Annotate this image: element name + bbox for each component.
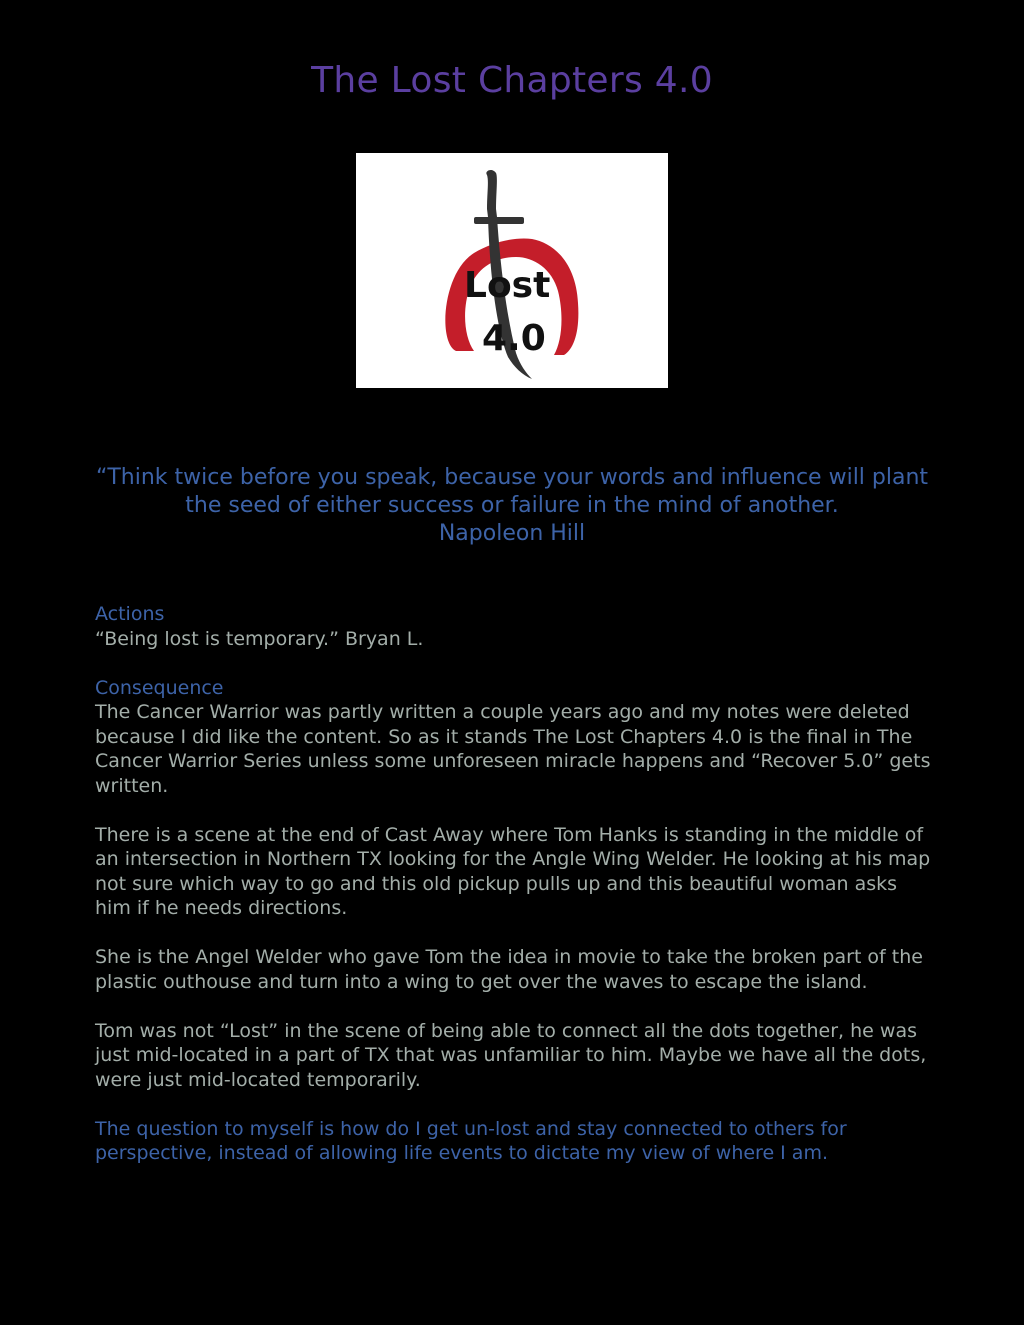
quote-text: “Think twice before you speak, because your words and influence will plant the seed of either success or failure in the mind of another. [95, 465, 929, 518]
quote-block [90, 464, 934, 548]
spacer [95, 994, 935, 1019]
consequence-heading: Consequence [95, 676, 224, 699]
spacer [95, 1092, 935, 1117]
spacer [95, 798, 935, 823]
paragraph-cast-away: There is a scene at the end of Cast Away where Tom Hanks is standing in the middle of an intersection in Northern TX looking for the Angle Wing Welder. He looking at his map not sure which way to go and this old pickup pulls up and this beautiful woman asks him if he needs directions. [95, 823, 931, 919]
spacer [95, 651, 935, 676]
spacer [95, 921, 935, 946]
logo-text-version: 4.0 [482, 318, 546, 359]
page-title: The Lost Chapters 4.0 [311, 60, 713, 101]
paragraph-not-lost: Tom was not “Lost” in the scene of being able to connect all the dots together, he was just mid-located in a part of TX that was unfamiliar to him. Maybe we have all the dots, were just mid-located temporarily. [95, 1019, 927, 1091]
paragraph-cancer-warrior: The Cancer Warrior was partly written a couple years ago and my notes were deleted because I did like the content. So as it stands The Lost Chapters 4.0 is the final in The Cancer Warrior Series unless some unforeseen miracle happens and “Recover 5.0” gets written. [95, 701, 931, 797]
closing-question: The question to myself is how do I get un-lost and stay connected to others for perspective, instead of allowing life events to dictate my view of where I am. [95, 1117, 847, 1164]
actions-heading: Actions [95, 603, 165, 625]
article-body [95, 602, 935, 1166]
paragraph-angel-welder: She is the Angel Welder who gave Tom the idea in movie to take the broken part of the plastic outhouse and turn into a wing to get over the waves to escape the island. [95, 946, 923, 993]
lost-logo [356, 153, 668, 388]
quote-author: Napoleon Hill [438, 521, 586, 546]
sword-crossguard [474, 217, 524, 224]
logo-text-lost: Lost [464, 265, 551, 306]
actions-text: “Being lost is temporary.” Bryan L. [95, 627, 424, 650]
